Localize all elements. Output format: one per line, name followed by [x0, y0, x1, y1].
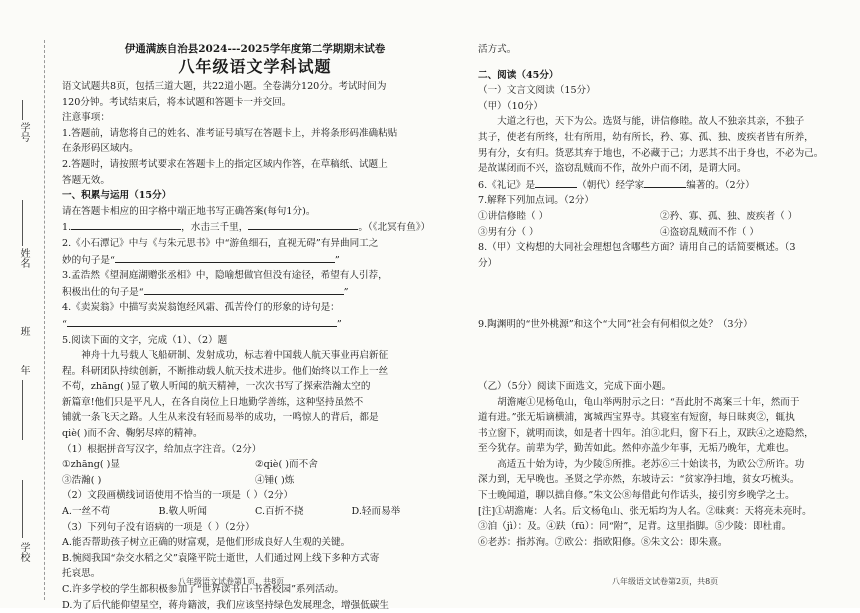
- passage-line: 男有分，女有归。货恶其弃于地也，不必藏于己；力恶其不出于身也，不必为己。: [478, 147, 824, 159]
- option: D.为了后代能仰望星空，蒋舟籍波，我们应该坚持绿色发展理念，增强低碳生: [62, 599, 389, 611]
- option: D.轻而易举: [351, 506, 401, 518]
- answer-blank[interactable]: [535, 177, 577, 188]
- question-7: 7.解释下列加点词。（2分）: [478, 195, 594, 207]
- passage-line: 下士晚闻道，聊以拙自修。”朱文公⑧每借此句作话头，接引穷乡晚学之士。: [478, 490, 795, 502]
- class-label: 班: [18, 326, 29, 336]
- grade-line: [22, 380, 23, 440]
- option: ③浩瀚( ): [62, 474, 102, 486]
- subquestion: （3）下列句子没有语病的一项是（ ）（2分）: [62, 521, 255, 533]
- text-label: （乙）（5分）阅读下面选文，完成下面小题。: [478, 380, 672, 392]
- page-2-footer: 八年级语文试卷第2页，共8页: [612, 577, 719, 586]
- grade-label: 年: [18, 365, 29, 375]
- intro-line: 语文试题共8页，包括三道大题，共22道小题。全卷满分120分。考试时间为: [62, 81, 387, 92]
- passage-line: 大道之行也，天下为公。选贤与能，讲信修睦。故人不独亲其亲，不独子: [497, 116, 805, 128]
- option: ②矜、寡、孤、独、废疾者（ ）: [660, 210, 798, 222]
- answer-blank[interactable]: [644, 177, 686, 188]
- passage-line: 至今犹存。前辈为学，勤苦如此。然仲亦盖少年事，无垢乃晚年，尤难也。: [478, 443, 795, 455]
- answer-blank[interactable]: [144, 284, 344, 295]
- option: ①讲信修睦（ ）: [478, 210, 549, 222]
- section-heading: 一、积累与运用（15分）: [62, 190, 172, 202]
- question-1: 1. ，水击三千里， 。（《北冥有鱼》）: [62, 219, 448, 236]
- passage-line: 铺就一条飞天之路。人生从来没有轻而易举的成功，一鸣惊人的背后，都是: [62, 412, 379, 424]
- text-label: （甲）（10分）: [478, 100, 543, 112]
- choice-options: [62, 504, 448, 520]
- passage-line: 神舟十九号载人飞船研制、发射成功，标志着中国载人航天事业再启新征: [81, 350, 389, 362]
- option: ②qiè( )而不舍: [255, 459, 318, 471]
- passage-line: 程。科研团队持续创新，不断推动载人航天技术进步。他们始终以工作上一丝: [62, 365, 389, 377]
- notes-title: 注意事项：: [62, 112, 110, 124]
- note-item: 1.答题前，请您将自己的姓名、准考证号填写在答题卡上，并将条形码准确粘贴: [62, 127, 398, 139]
- intro-line: 120分钟。考试结束后，将本试题和答题卡一并交回。: [62, 96, 292, 108]
- option: C.百折不挠: [255, 506, 304, 518]
- school-label: 学校: [18, 542, 29, 562]
- subquestion: （2）文段画横线词语使用不恰当的一项是（ ）（2分）: [62, 490, 294, 502]
- note-item: 2.答题时，请按照考试要求在答题卡上的指定区域内作答，在草稿纸、试题上: [62, 158, 388, 170]
- passage-line: 新篇章!他们只是平凡人，在各自岗位上日地勤学善练，这种坚持虽然不: [62, 396, 364, 408]
- pinyin-options: [62, 457, 448, 488]
- option: ③男有分（ ）: [478, 226, 539, 238]
- student-id-line: [22, 100, 23, 120]
- passage-line: 书立窗下，就明而读，如是者十四年。洎③北归，窗下石上，双趺④之迹隐然，: [478, 427, 814, 439]
- option: ④锤( )炼: [255, 474, 295, 486]
- name-line: [22, 200, 23, 246]
- school-line: [22, 480, 23, 538]
- question-8-cont: 分）: [478, 257, 498, 269]
- question-4-cont: “ ”: [62, 316, 448, 333]
- annotation-line: [注]①胡澹庵：人名。后文杨龟山、张无垢均为人名。②昧爽：天将亮未亮时。: [478, 505, 812, 517]
- passage-line: 胡澹庵①见杨龟山，龟山举两肘示之曰：“吾此肘不离案三十年，然而于: [497, 396, 800, 408]
- annotation-line: ⑥老苏：指苏洵。⑦欧公：指欧阳修。⑧朱文公：即朱熹。: [478, 536, 728, 548]
- answer-blank[interactable]: [248, 219, 358, 230]
- page-1: [62, 42, 448, 613]
- passage-line: 道有进。”张无垢谪横浦，寓城西宝界寺。其寝室有短窗，每日昧爽②，辄执: [478, 412, 795, 424]
- option: C.许多学校的学生都积极参加了“世界读书日·书香校园”系列活动。: [62, 584, 344, 595]
- passage-line: 深力到，无早晚也。圣贤之学亦然，东坡诗云：“贫家净扫地，贫女巧梳头。: [478, 474, 800, 486]
- note-item: 在条形码区域内。: [62, 143, 139, 155]
- question-9: 9.陶渊明的“世外桃源”和这个“大同”社会有何相似之处？（3分）: [478, 319, 753, 331]
- option: ④盗窃乱贼而不作（ ）: [660, 226, 759, 238]
- passage-line: 高适五十始为诗，为少陵⑤所推。老苏⑥三十始读书，为欧公⑦所许。功: [497, 458, 805, 470]
- question-6: 6.《礼记》是 （朝代）经学家 编著的。（2分）: [478, 177, 842, 194]
- question-3-cont: 积极出仕的句子是“ ”: [62, 284, 448, 301]
- student-id-label: 学号: [18, 122, 29, 142]
- page-1-footer: 八年级语文试卷第1页，共8页: [178, 577, 285, 586]
- word-options: [478, 209, 842, 240]
- question-5: 5.阅读下面的文字，完成（1）、（2）题: [62, 334, 228, 346]
- option: A.一丝不苟: [62, 506, 111, 518]
- name-label: 姓名: [18, 248, 29, 268]
- passage-line: 其子，使老有所终，壮有所用，幼有所长，矜、寡、孤、独、废疾者皆有所养，: [478, 131, 814, 143]
- note-item: 答题无效。: [62, 174, 110, 186]
- carry-over-text: 活方式。: [478, 44, 517, 55]
- option: B.敬人听闻: [158, 506, 207, 518]
- option: ①zhāng( )显: [62, 459, 121, 471]
- passage-line: 不苟，zhāng( )显了敬人听闻的航天精神，一次次书写了探索浩瀚太空的: [62, 381, 371, 393]
- page-2: [478, 42, 842, 550]
- binding-dashed-line: [44, 40, 45, 600]
- exam-subtitle: 八年级语文学科试题: [178, 57, 332, 76]
- question-8: 8.（甲）文构想的大同社会理想包含哪些方面？请用自己的话简要概述。（3: [478, 242, 796, 254]
- binding-margin: [6, 80, 46, 600]
- question-2: 2.《小石潭记》中与《与朱元思书》中“游鱼细石，直视无碍”有异曲同工之: [62, 237, 379, 249]
- answer-blank[interactable]: [71, 219, 181, 230]
- answer-blank[interactable]: [67, 316, 337, 327]
- annotation-line: ③洎（jì）：及。④趺（fū）：同“附”，足背。这里指脚。⑤少陵：即杜甫。: [478, 521, 792, 533]
- passage-line: 是故谋闭而不兴，盗窃乱贼而不作，故外户而不闭，是谓大同。: [478, 163, 747, 175]
- option: A.能否帮助孩子树立正确的财富观，是他们形成良好人生观的关键。: [62, 537, 351, 549]
- subsection-heading: （一）文言文阅读（15分）: [478, 85, 596, 97]
- section-instruction: 请在答题卡相应的田字格中端正地书写正确答案(每句1分)。: [62, 205, 316, 217]
- exam-title: 伊通满族自治县2024---2025学年度第二学期期末试卷: [124, 43, 386, 55]
- question-3: 3.孟浩然《望洞庭湖赠张丞相》中，隐喻想做官但没有途径，希望有人引荐，: [62, 270, 388, 282]
- question-4: 4.《卖炭翁》中描写卖炭翁饱经风霜、孤苦伶仃的形象的诗句是：: [62, 302, 340, 314]
- option: 托哀思。: [62, 568, 101, 580]
- answer-blank[interactable]: [115, 252, 335, 263]
- option: B.惋阅我国“杂交水稻之父”袁隆平院士逝世，人们通过网上线下多种方式寄: [62, 552, 380, 564]
- subquestion: （1）根据拼音写汉字，给加点字注音。（2分）: [62, 443, 262, 455]
- section-heading: 二、阅读（45分）: [478, 69, 559, 81]
- passage-line: qiè( )而不舍、鞠躬尽瘁的精神。: [62, 428, 203, 440]
- question-2-cont: 妙的句子是“ ”: [62, 252, 448, 269]
